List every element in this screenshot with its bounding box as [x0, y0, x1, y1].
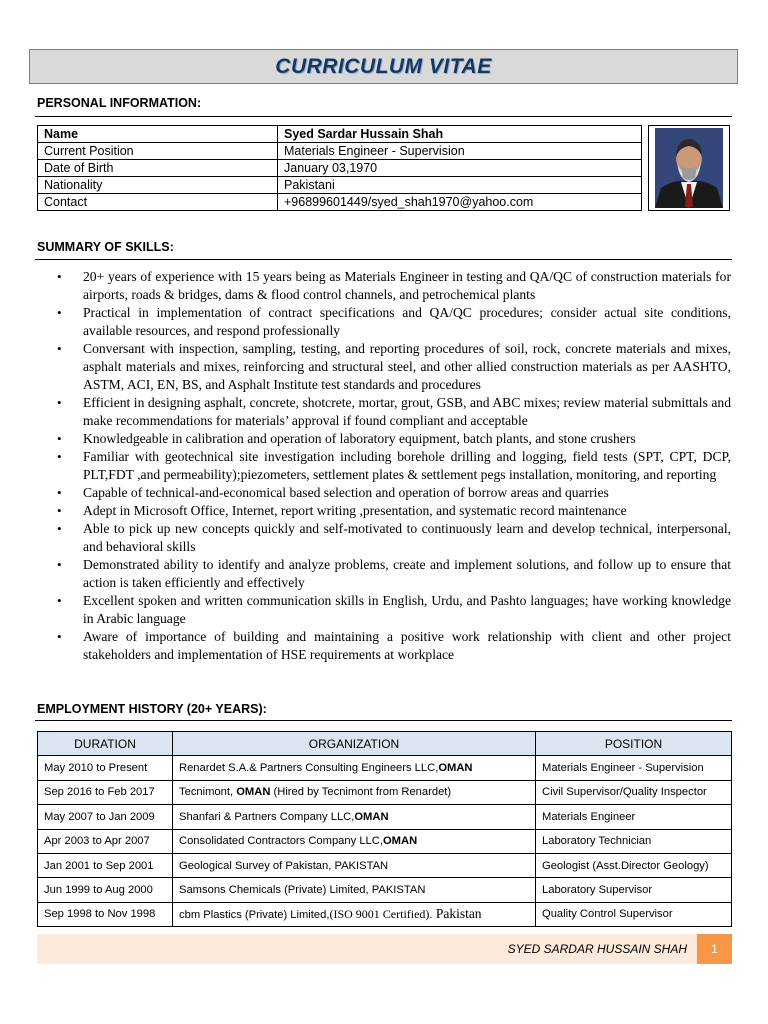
duration-cell: Apr 2003 to Apr 2007 — [38, 829, 173, 853]
title-banner — [29, 49, 738, 84]
table-row — [38, 878, 732, 902]
personal-info-heading: PERSONAL INFORMATION: — [37, 96, 202, 110]
info-row — [38, 143, 642, 160]
info-row — [38, 194, 642, 211]
position-cell: Civil Supervisor/Quality Inspector — [536, 780, 732, 804]
organization-cell: Renardet S.A.& Partners Consulting Engineers LLC,OMAN — [173, 756, 536, 780]
organization-cell: cbm Plastics (Private) Limited,(ISO 9001 Certified). Pakistan — [173, 902, 536, 926]
info-value: Pakistani — [278, 177, 642, 194]
organization-cell: Samsons Chemicals (Private) Limited, PAKISTAN — [173, 878, 536, 902]
skill-item: • Conversant with inspection, sampling, testing, and reporting procedures of soil, rock, concrete materials and mixes, asphalt materials and mixes, reinforcing and structural steel, and other allied construction materials as per AASHTO, ASTM, ACI, EN, BS, and Asphalt Institute test standards and procedures — [55, 340, 731, 394]
column-header-organization: ORGANIZATION — [173, 732, 536, 756]
skill-item: • Aware of importance of building and maintaining a positive work relationship with client and other project stakeholders and implementation of HSE requirements at workplace — [55, 628, 731, 664]
organization-cell: Geological Survey of Pakistan, PAKISTAN — [173, 853, 536, 877]
info-row — [38, 160, 642, 177]
photo-cell — [648, 125, 730, 211]
skill-item: • 20+ years of experience with 15 years being as Materials Engineer in testing and QA/QC of construction materials for airports, roads & bridges, dams & flood control channels, and petrochemical plants — [55, 268, 731, 304]
skill-item: • Adept in Microsoft Office, Internet, report writing ,presentation, and systematic record maintenance — [55, 502, 731, 520]
skill-item: • Capable of technical-and-economical based selection and operation of borrow areas and quarries — [55, 484, 731, 502]
skills-heading: SUMMARY OF SKILLS: — [37, 240, 174, 254]
skill-item: • Practical in implementation of contract specifications and QA/QC procedures; consider actual site conditions, available resources, and respond professionally — [55, 304, 731, 340]
profile-photo — [655, 128, 723, 208]
info-row — [38, 126, 642, 143]
organization-cell: Shanfari & Partners Company LLC,OMAN — [173, 805, 536, 829]
skill-item: • Excellent spoken and written communication skills in English, Urdu, and Pashto languages; have working knowledge in Arabic language — [55, 592, 731, 628]
table-row — [38, 902, 732, 926]
page-number: 1 — [697, 934, 732, 964]
position-cell: Laboratory Technician — [536, 829, 732, 853]
column-header-position: POSITION — [536, 732, 732, 756]
skills-list — [55, 268, 731, 664]
organization-cell: Consolidated Contractors Company LLC,OMAN — [173, 829, 536, 853]
table-row — [38, 756, 732, 780]
info-key: Name — [38, 126, 278, 143]
document-title: CURRICULUM VITAE — [275, 54, 492, 78]
table-row — [38, 829, 732, 853]
info-key: Contact — [38, 194, 278, 211]
info-key: Date of Birth — [38, 160, 278, 177]
duration-cell: Jun 1999 to Aug 2000 — [38, 878, 173, 902]
footer-name: SYED SARDAR HUSSAIN SHAH — [507, 942, 687, 956]
position-cell: Materials Engineer — [536, 805, 732, 829]
column-header-duration: DURATION — [38, 732, 173, 756]
divider — [35, 720, 732, 721]
skill-item: • Familiar with geotechnical site investigation including borehole drilling and logging, field tests (SPT, CPT, DCP, PLT,FDT ,and permeability);piezometers, settlement plates & settlement pegs installation, monitoring, and reporting — [55, 448, 731, 484]
personal-info-table — [37, 125, 642, 211]
table-header-row — [38, 732, 732, 756]
info-key: Nationality — [38, 177, 278, 194]
divider — [35, 116, 732, 117]
organization-cell: Tecnimont, OMAN (Hired by Tecnimont from Renardet) — [173, 780, 536, 804]
skill-item: • Efficient in designing asphalt, concrete, shotcrete, mortar, grout, GSB, and ABC mixes; review material submittals and make recommendations for materials’ approval if found compliant and acceptable — [55, 394, 731, 430]
duration-cell: May 2007 to Jan 2009 — [38, 805, 173, 829]
skill-item: • Able to pick up new concepts quickly and self-motivated to continuously learn and develop technical, interpersonal, and behavioral skills — [55, 520, 731, 556]
duration-cell: May 2010 to Present — [38, 756, 173, 780]
position-cell: Geologist (Asst.Director Geology) — [536, 853, 732, 877]
table-row — [38, 853, 732, 877]
divider — [35, 259, 732, 260]
info-key: Current Position — [38, 143, 278, 160]
employment-heading: EMPLOYMENT HISTORY (20+ YEARS): — [37, 702, 267, 716]
footer-bar — [37, 934, 697, 964]
position-cell: Quality Control Supervisor — [536, 902, 732, 926]
info-value: Materials Engineer - Supervision — [278, 143, 642, 160]
duration-cell: Jan 2001 to Sep 2001 — [38, 853, 173, 877]
table-row — [38, 805, 732, 829]
info-value: +96899601449/syed_shah1970@yahoo.com — [278, 194, 642, 211]
employment-table — [37, 731, 732, 927]
skill-item: • Knowledgeable in calibration and operation of laboratory equipment, batch plants, and stone crushers — [55, 430, 731, 448]
table-row — [38, 780, 732, 804]
info-row — [38, 177, 642, 194]
duration-cell: Sep 2016 to Feb 2017 — [38, 780, 173, 804]
duration-cell: Sep 1998 to Nov 1998 — [38, 902, 173, 926]
info-value: Syed Sardar Hussain Shah — [278, 126, 642, 143]
info-value: January 03,1970 — [278, 160, 642, 177]
position-cell: Laboratory Supervisor — [536, 878, 732, 902]
skill-item: • Demonstrated ability to identify and analyze problems, create and implement solutions, and follow up to ensure that action is taken efficiently and effectively — [55, 556, 731, 592]
position-cell: Materials Engineer - Supervision — [536, 756, 732, 780]
